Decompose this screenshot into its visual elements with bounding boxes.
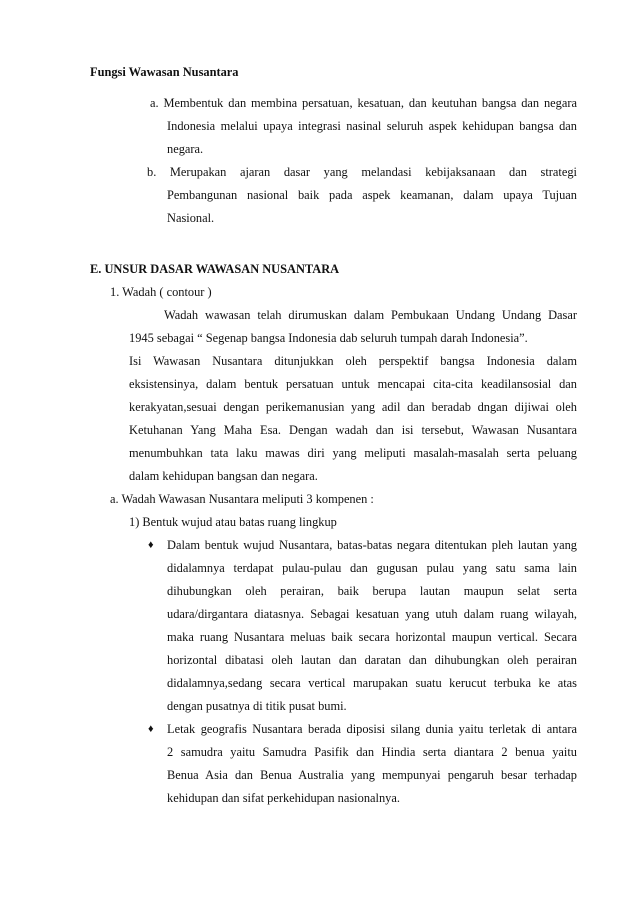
fungsi-item-a-line-3: negara. <box>167 142 204 156</box>
para1-line-1: Wadah wawasan telah dirumuskan dalam Pembukaan Undang Undang Dasar <box>164 308 577 322</box>
diamond-bullet-icon: ♦ <box>148 539 154 551</box>
para2-line-5: menumbuhkan tata laku mawas diri yang meliputi masalah-masalah serta peluang <box>129 446 577 460</box>
bullet1-line-2: didalamnya terdapat pulau-pulau dan gugusan pulau yang satu sama lain <box>167 561 577 575</box>
bullet2-line-4: kehidupan dan sifat perkehidupan nasionalnya. <box>167 791 400 805</box>
bullet2-line-1: Letak geografis Nusantara berada diposisi silang dunia yaitu terletak di antara <box>167 722 577 736</box>
fungsi-item-a-line-1: a. Membentuk dan membina persatuan, kesatuan, dan keutuhan bangsa dan negara <box>150 96 577 110</box>
para1-line-2: 1945 sebagai “ Segenap bangsa Indonesia dab seluruh tumpah darah Indonesia”. <box>129 331 528 345</box>
bullet1-line-6: horizontal dibatasi oleh lautan dan daratan dan dihubungkan oleh perairan <box>167 653 577 667</box>
bullet1-line-4: udara/dirgantara diatasnya. Sebagai kesatuan yang utuh dalam ruang wilayah, <box>167 607 577 621</box>
bullet1-line-8: dengan pusatnya di titik pusat bumi. <box>167 699 347 713</box>
fungsi-item-b-line-2: Pembangunan nasional baik pada aspek keamanan, dalam upaya Tujuan <box>167 188 577 202</box>
diamond-bullet-icon: ♦ <box>148 723 154 735</box>
para2-line-4: Ketuhanan Yang Maha Esa. Dengan wadah dan isi tersebut, Wawasan Nusantara <box>129 423 577 437</box>
para2-line-1: Isi Wawasan Nusantara ditunjukkan oleh perspektif bangsa Indonesia dalam <box>129 354 577 368</box>
para2-line-6: dalam kehidupan bangsan dan negara. <box>129 469 318 483</box>
bullet1-line-3: dihubungkan oleh perairan, baik berupa lautan maupun selat serta <box>167 584 577 598</box>
fungsi-item-b-line-1: b. Merupakan ajaran dasar yang melandasi kebijaksanaan dan strategi <box>147 165 577 179</box>
unsur-item-a: a. Wadah Wawasan Nusantara meliputi 3 kompenen : <box>110 492 374 506</box>
unsur-item-1: 1. Wadah ( contour ) <box>110 285 212 299</box>
bullet1-line-5: maka ruang Nusantara meluas baik secara horizontal maupun vertical. Secara <box>167 630 577 644</box>
sub-item-1: 1) Bentuk wujud atau batas ruang lingkup <box>129 515 337 529</box>
para2-line-2: eksistensinya, dalam bentuk persatuan untuk mencapai cita-cita keadilansosial dan <box>129 377 577 391</box>
fungsi-item-b-line-3: Nasional. <box>167 211 215 225</box>
fungsi-item-a-line-2: Indonesia melalui upaya integrasi nasinal seluruh aspek kehidupan bangsa dan <box>167 119 577 133</box>
bullet2-line-3: Benua Asia dan Benua Australia yang mempunyai pengaruh besar terhadap <box>167 768 577 782</box>
section-heading-unsur: E. UNSUR DASAR WAWASAN NUSANTARA <box>90 262 340 276</box>
section-heading-fungsi: Fungsi Wawasan Nusantara <box>90 65 239 79</box>
bullet1-line-1: Dalam bentuk wujud Nusantara, batas-batas negara ditentukan pleh lautan yang <box>167 538 577 552</box>
para2-line-3: kerakyatan,sesuai dengan perikemanusian yang adil dan beradab dngan dijiwai oleh <box>129 400 577 414</box>
bullet2-line-2: 2 samudra yaitu Samudra Pasifik dan Hindia serta diantara 2 benua yaitu <box>167 745 577 759</box>
bullet1-line-7: didalamnya,sedang secara vertical marupakan suatu kerucut terbuka ke atas <box>167 676 577 690</box>
